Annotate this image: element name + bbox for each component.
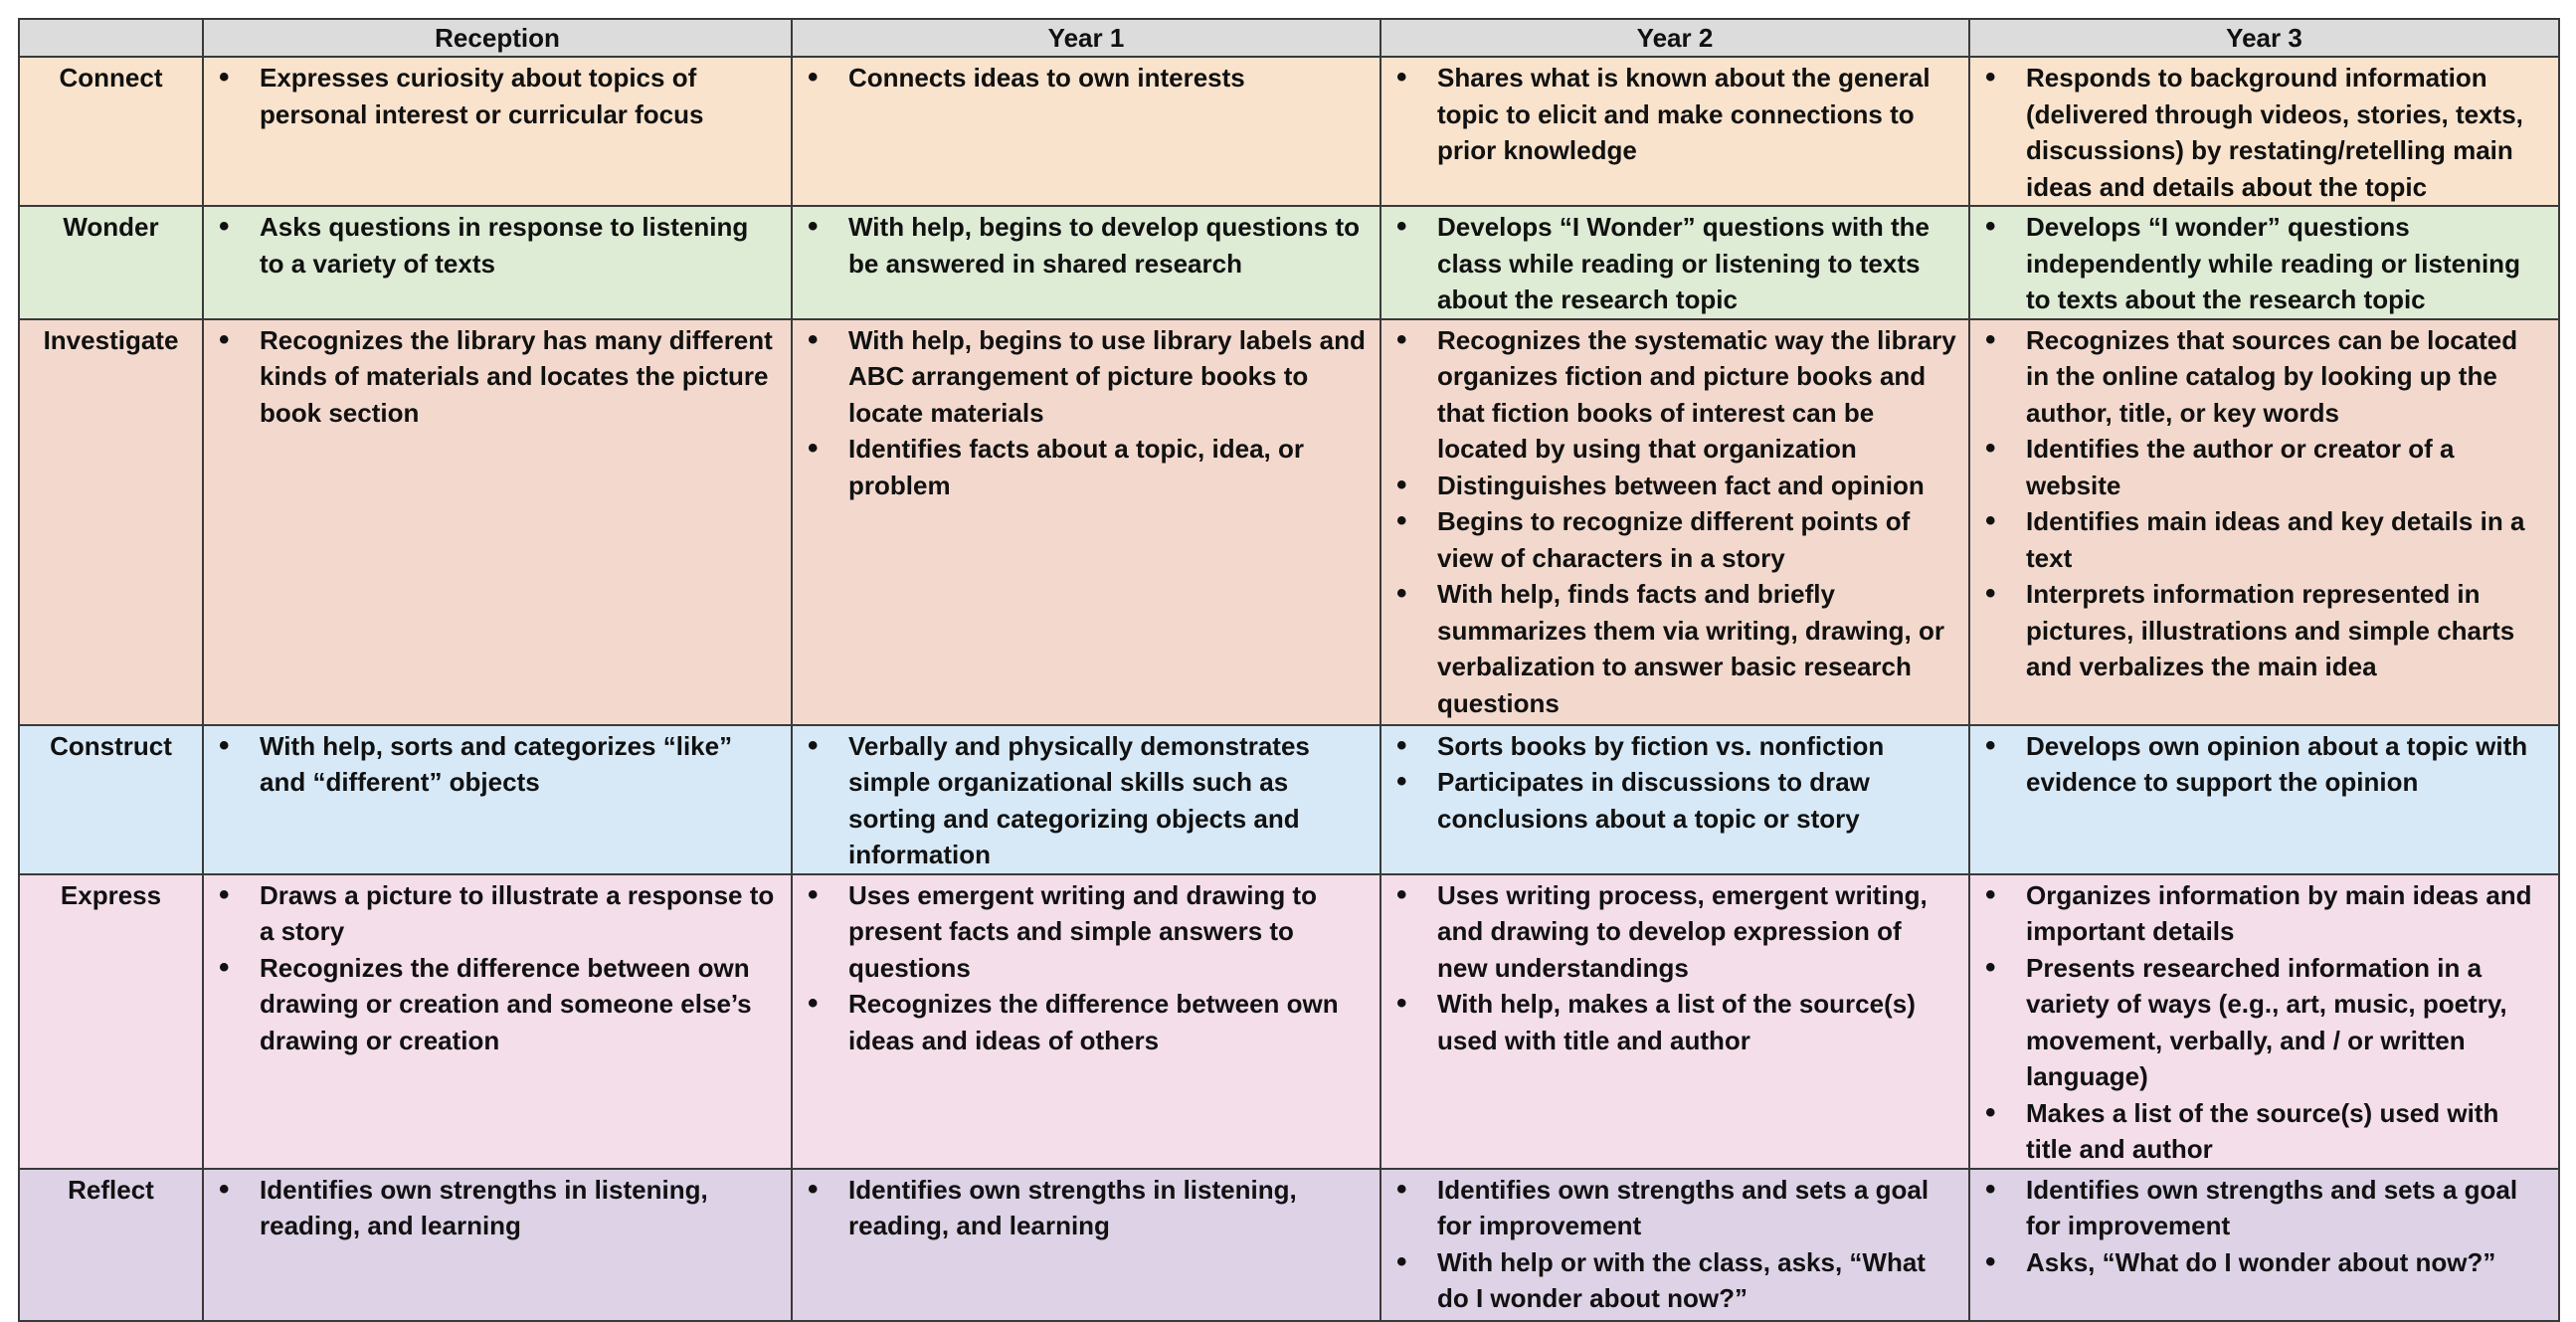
- bullet-list: [1970, 726, 2558, 801]
- row-label-investigate: Investigate: [19, 319, 203, 725]
- cell-express-year-2: [1380, 874, 1969, 1169]
- list-item: • Identifies own strengths in listening, reading, and learning: [260, 1172, 779, 1244]
- list-item: • Recognizes the library has many different kinds of materials and locates the picture book section: [260, 322, 779, 432]
- list-item: • Responds to background information (delivered through videos, stories, texts, discussions) by restating/retelling main ideas and details about the topic: [2026, 60, 2546, 205]
- list-item: • Recognizes that sources can be located in the online catalog by looking up the author, title, or key words: [2026, 322, 2546, 432]
- list-item: • Identifies own strengths in listening, reading, and learning: [848, 1172, 1368, 1244]
- list-item: • Distinguishes between fact and opinion: [1437, 468, 1956, 504]
- cell-wonder-year-3: [1969, 206, 2559, 319]
- cell-construct-reception: [203, 725, 792, 874]
- list-item: • Verbally and physically demonstrates simple organizational skills such as sorting and categorizing objects and information: [848, 728, 1368, 873]
- cell-construct-year-3: [1969, 725, 2559, 874]
- list-item: • With help, begins to develop questions to be answered in shared research: [848, 209, 1368, 282]
- list-item: • Connects ideas to own interests: [848, 60, 1368, 96]
- bullet-list: [1970, 1170, 2558, 1281]
- list-item: • Uses writing process, emergent writing, and drawing to develop expression of new understandings: [1437, 877, 1956, 987]
- bullet-list: [1970, 58, 2558, 205]
- bullet-list: [793, 58, 1380, 96]
- cell-wonder-reception: [203, 206, 792, 319]
- list-item: • With help, sorts and categorizes “like” and “different” objects: [260, 728, 779, 801]
- list-item: • Participates in discussions to draw conclusions about a topic or story: [1437, 764, 1956, 837]
- list-item: • Identifies main ideas and key details in a text: [2026, 503, 2546, 576]
- bullet-list: [1381, 320, 1968, 722]
- list-item: • With help or with the class, asks, “What do I wonder about now?”: [1437, 1244, 1956, 1317]
- bullet-list: [1970, 207, 2558, 318]
- cell-wonder-year-2: [1380, 206, 1969, 319]
- bullet-list: [204, 207, 791, 282]
- cell-express-reception: [203, 874, 792, 1169]
- bullet-list: [793, 726, 1380, 873]
- table-row-investigate: [19, 319, 2559, 725]
- cell-construct-year-2: [1380, 725, 1969, 874]
- bullet-list: [1970, 320, 2558, 685]
- row-label-wonder: Wonder: [19, 206, 203, 319]
- column-header-year-1: Year 1: [792, 19, 1380, 57]
- table-row-reflect: [19, 1169, 2559, 1321]
- list-item: • Develops own opinion about a topic with evidence to support the opinion: [2026, 728, 2546, 801]
- bullet-list: [204, 875, 791, 1059]
- list-item: • Sorts books by fiction vs. nonfiction: [1437, 728, 1956, 765]
- list-item: • Recognizes the systematic way the library organizes fiction and picture books and that fiction books of interest can be located by using that organization: [1437, 322, 1956, 468]
- list-item: • Recognizes the difference between own drawing or creation and someone else’s drawing or creation: [260, 950, 779, 1059]
- bullet-list: [1381, 58, 1968, 169]
- bullet-list: [1381, 207, 1968, 318]
- bullet-list: [1381, 726, 1968, 838]
- list-item: • Organizes information by main ideas and important details: [2026, 877, 2546, 950]
- cell-connect-year-2: [1380, 57, 1969, 206]
- bullet-list: [204, 1170, 791, 1244]
- bullet-list: [1381, 875, 1968, 1059]
- list-item: • Presents researched information in a variety of ways (e.g., art, music, poetry, movement, verbally, and / or written language): [2026, 950, 2546, 1095]
- cell-wonder-year-1: [792, 206, 1380, 319]
- column-header-reception: Reception: [203, 19, 792, 57]
- list-item: • Asks questions in response to listening to a variety of texts: [260, 209, 779, 282]
- cell-express-year-3: [1969, 874, 2559, 1169]
- bullet-list: [793, 1170, 1380, 1244]
- list-item: • With help, finds facts and briefly summarizes them via writing, drawing, or verbalization to answer basic research questions: [1437, 576, 1956, 721]
- list-item: • Shares what is known about the general topic to elicit and make connections to prior knowledge: [1437, 60, 1956, 169]
- cell-reflect-year-3: [1969, 1169, 2559, 1321]
- table-row-wonder: [19, 206, 2559, 319]
- bullet-list: [793, 207, 1380, 282]
- cell-express-year-1: [792, 874, 1380, 1169]
- list-item: • Develops “I Wonder” questions with the class while reading or listening to texts about the research topic: [1437, 209, 1956, 318]
- row-label-connect: Connect: [19, 57, 203, 206]
- cell-reflect-year-2: [1380, 1169, 1969, 1321]
- list-item: • Expresses curiosity about topics of personal interest or curricular focus: [260, 60, 779, 132]
- list-item: • Uses emergent writing and drawing to present facts and simple answers to questions: [848, 877, 1368, 987]
- row-label-reflect: Reflect: [19, 1169, 203, 1321]
- row-label-express: Express: [19, 874, 203, 1169]
- cell-investigate-year-2: [1380, 319, 1969, 725]
- cell-reflect-reception: [203, 1169, 792, 1321]
- cell-connect-year-3: [1969, 57, 2559, 206]
- list-item: • Begins to recognize different points of view of characters in a story: [1437, 503, 1956, 576]
- list-item: • Interprets information represented in pictures, illustrations and simple charts and verbalizes the main idea: [2026, 576, 2546, 685]
- cell-connect-reception: [203, 57, 792, 206]
- bullet-list: [793, 875, 1380, 1059]
- cell-construct-year-1: [792, 725, 1380, 874]
- bullet-list: [204, 320, 791, 432]
- cell-investigate-year-3: [1969, 319, 2559, 725]
- table-row-express: [19, 874, 2559, 1169]
- row-label-construct: Construct: [19, 725, 203, 874]
- column-header-year-3: Year 3: [1969, 19, 2559, 57]
- bullet-list: [204, 726, 791, 801]
- cell-reflect-year-1: [792, 1169, 1380, 1321]
- table-row-construct: [19, 725, 2559, 874]
- learning-standards-table: [18, 18, 2560, 1322]
- bullet-list: [204, 58, 791, 132]
- bullet-list: [1970, 875, 2558, 1168]
- header-row: [19, 19, 2559, 57]
- list-item: • Develops “I wonder” questions independently while reading or listening to texts about the research topic: [2026, 209, 2546, 318]
- list-item: • Recognizes the difference between own ideas and ideas of others: [848, 986, 1368, 1058]
- bullet-list: [793, 320, 1380, 504]
- cell-investigate-year-1: [792, 319, 1380, 725]
- cell-connect-year-1: [792, 57, 1380, 206]
- table-row-connect: [19, 57, 2559, 206]
- column-header-year-2: Year 2: [1380, 19, 1969, 57]
- bullet-list: [1381, 1170, 1968, 1317]
- list-item: • Asks, “What do I wonder about now?”: [2026, 1244, 2546, 1281]
- list-item: • Draws a picture to illustrate a response to a story: [260, 877, 779, 950]
- list-item: • Identifies facts about a topic, idea, or problem: [848, 431, 1368, 503]
- list-item: • Makes a list of the source(s) used with title and author: [2026, 1095, 2546, 1168]
- list-item: • Identifies own strengths and sets a goal for improvement: [2026, 1172, 2546, 1244]
- cell-investigate-reception: [203, 319, 792, 725]
- list-item: • With help, makes a list of the source(s) used with title and author: [1437, 986, 1956, 1058]
- list-item: • With help, begins to use library labels and ABC arrangement of picture books to locate materials: [848, 322, 1368, 432]
- list-item: • Identifies the author or creator of a website: [2026, 431, 2546, 503]
- list-item: • Identifies own strengths and sets a goal for improvement: [1437, 1172, 1956, 1244]
- header-corner: [19, 19, 203, 57]
